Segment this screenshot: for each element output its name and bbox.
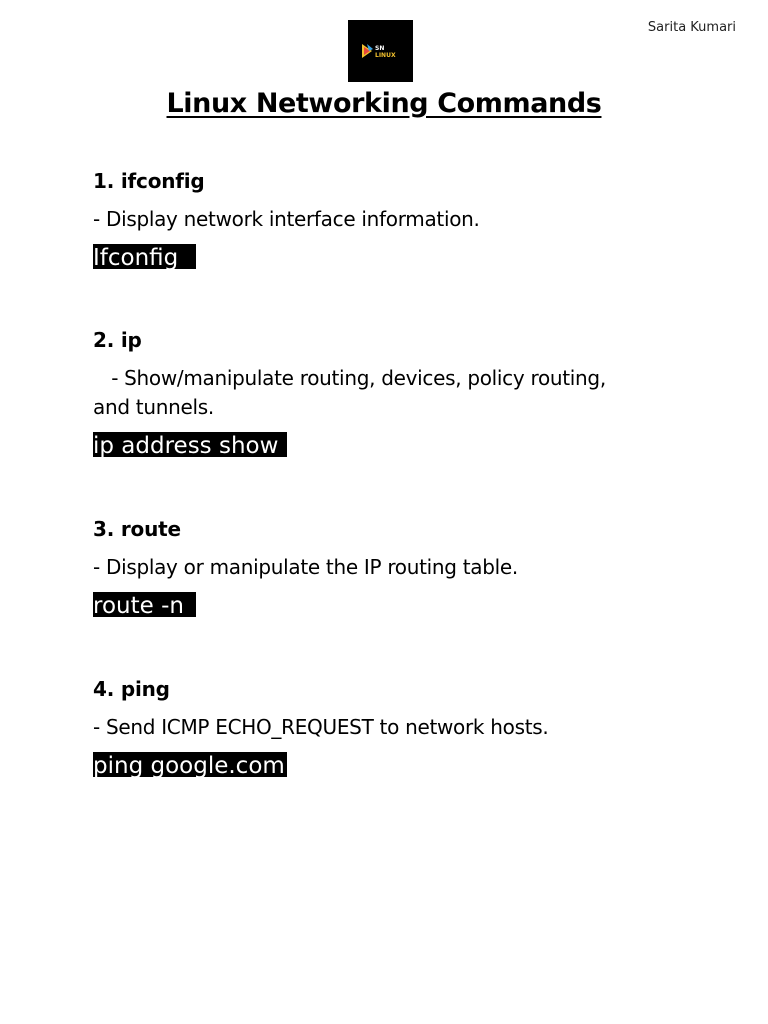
section-description: - Display or manipulate the IP routing table. [93,555,518,579]
command-example: ping google.com [93,752,287,777]
sn-linux-logo [348,20,413,82]
section-heading: 2. ip [93,328,142,352]
logo-text-top: SN [374,45,384,52]
author-name: Sarita Kumari [647,20,736,35]
command-example: Ifconfig [93,244,196,269]
section-description: - Show/manipulate routing, devices, policy routing, and tunnels. [93,366,606,419]
section-description: - Display network interface information. [93,207,480,231]
logo-text-bottom: LINUX [374,52,396,59]
section-heading: 3. route [93,517,181,541]
logo-icon [361,41,401,61]
section-heading: 1. ifconfig [93,169,205,193]
command-section-ifconfig [93,169,693,269]
section-heading: 4. ping [93,677,170,701]
section-description: - Send ICMP ECHO_REQUEST to network hosts. [93,715,549,739]
command-section-ping [93,677,693,777]
command-example: route -n [93,592,196,617]
command-example: ip address show [93,432,287,457]
command-section-ip [93,328,693,457]
command-section-route [93,517,693,617]
page-title: Linux Networking Commands [166,88,602,119]
